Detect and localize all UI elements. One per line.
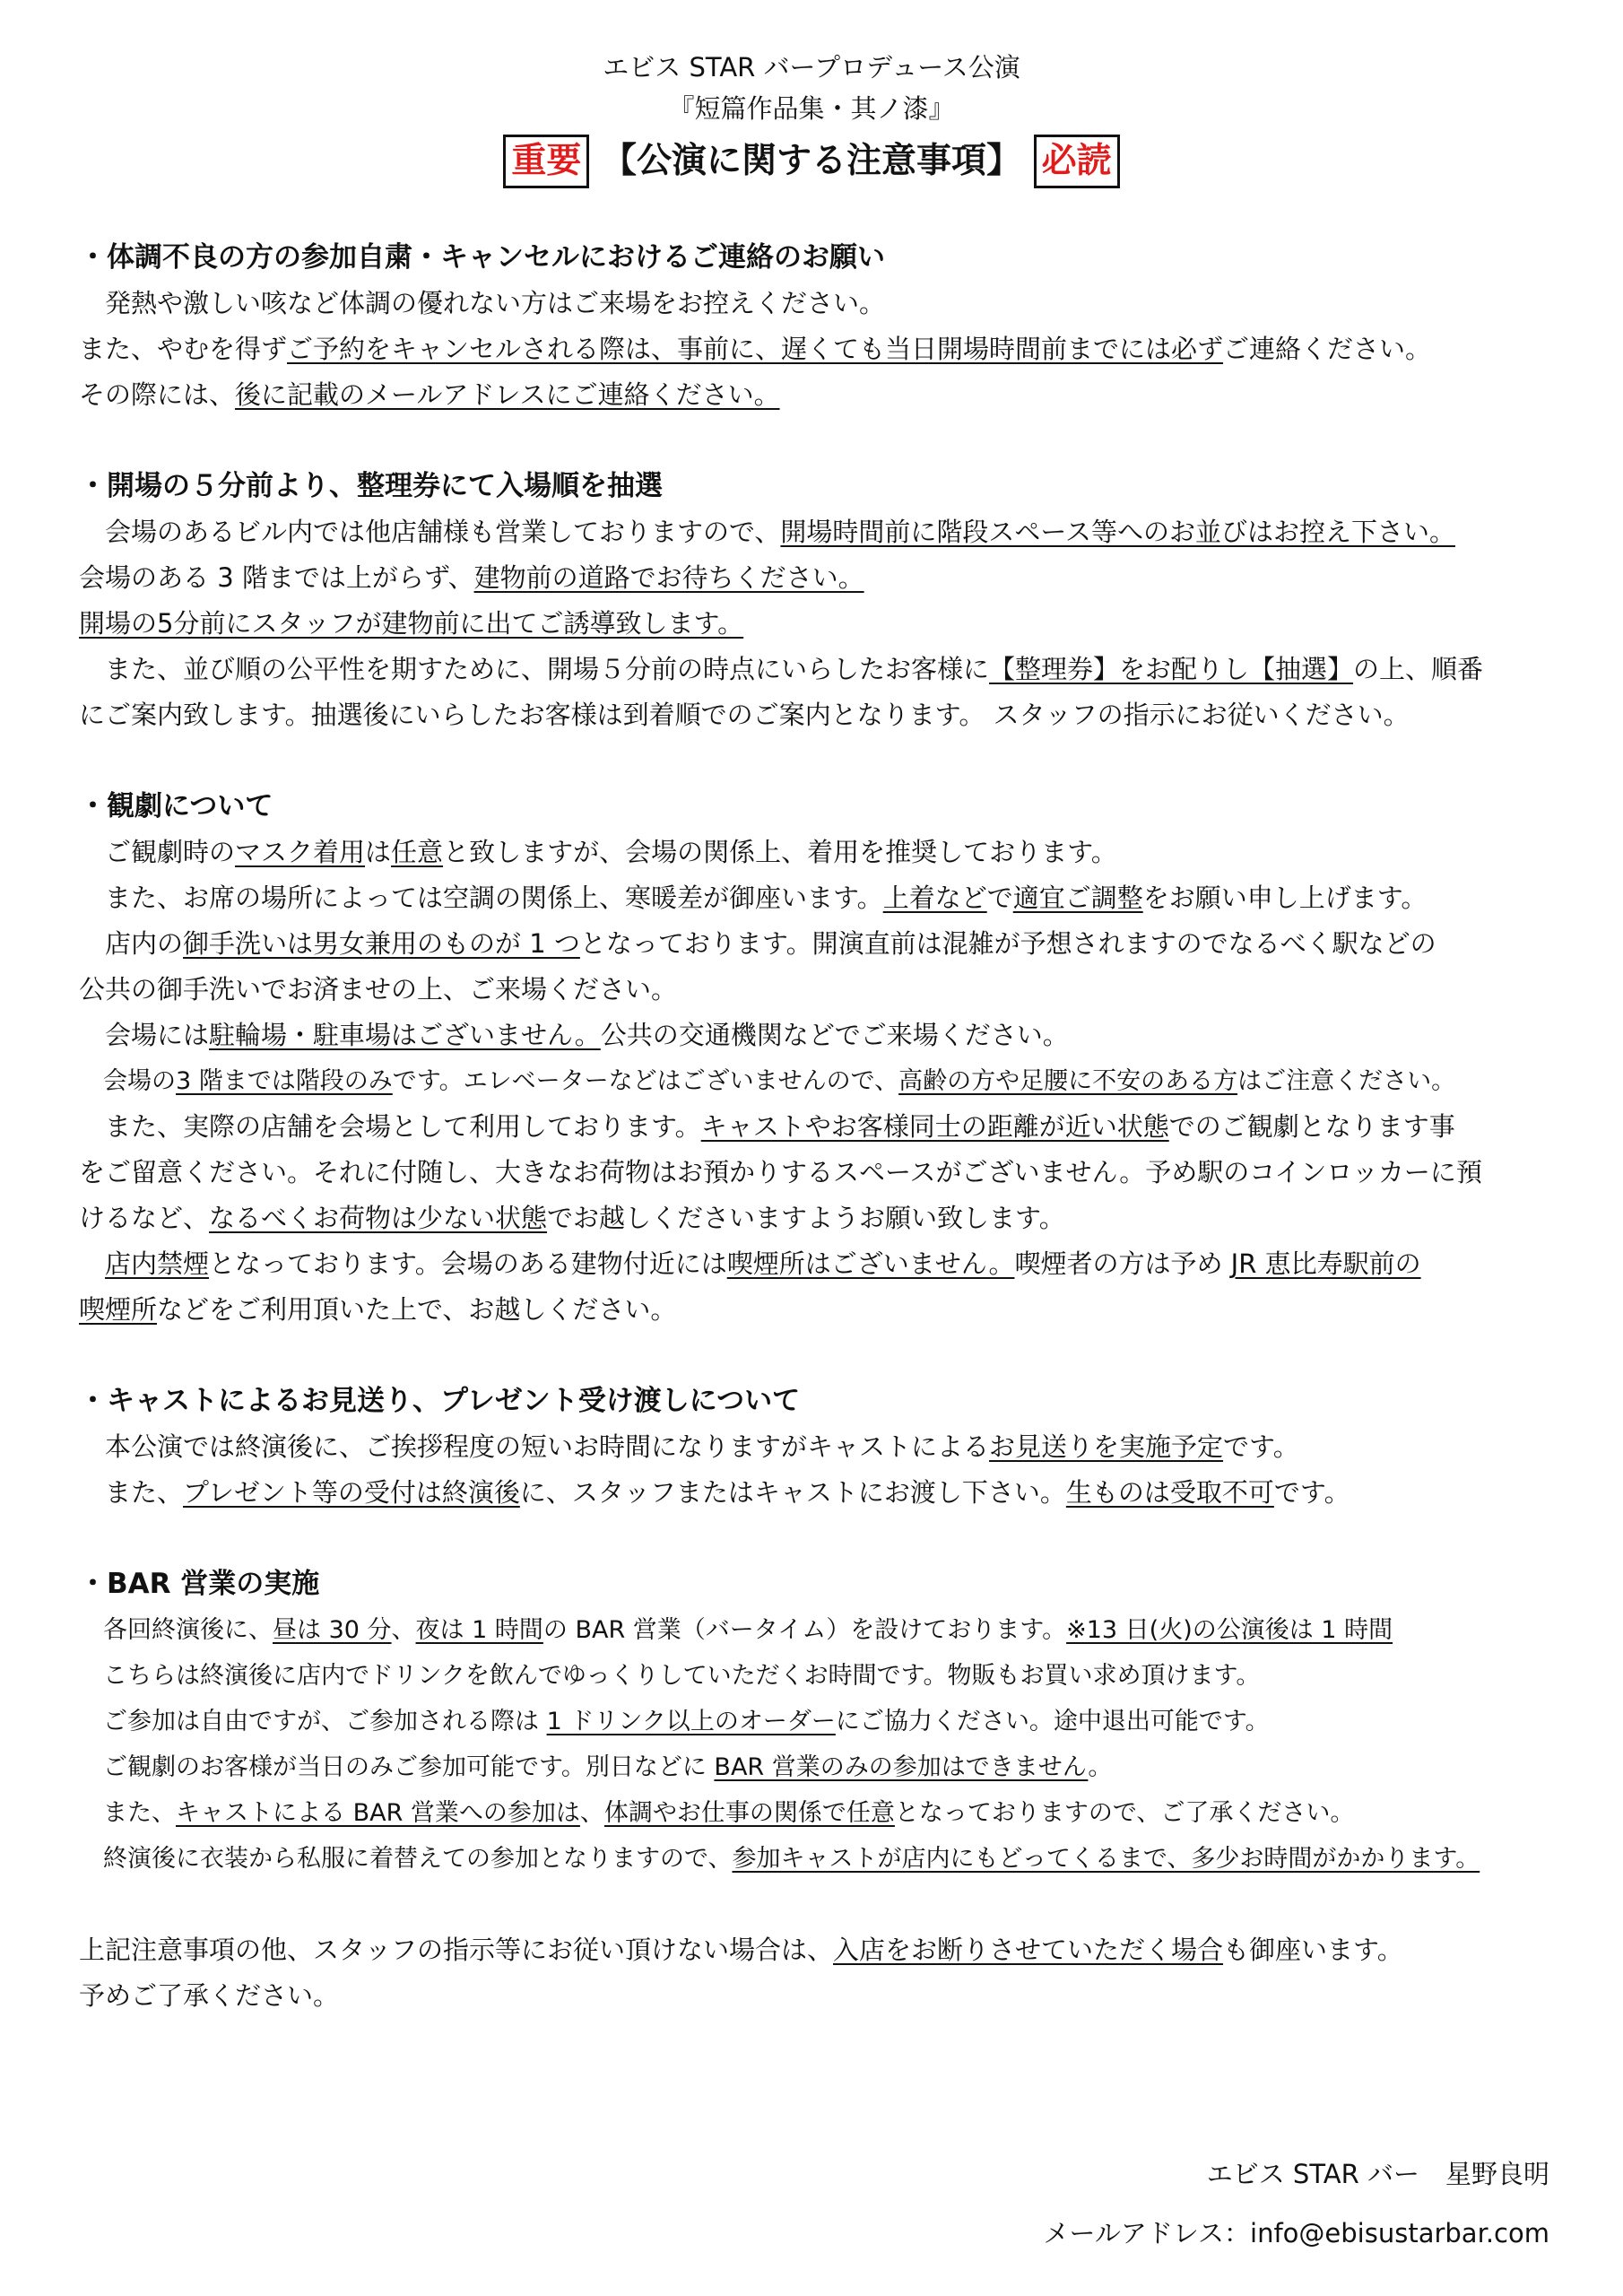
- underlined-text: ※13 日(火)の公演後は 1 時間: [1066, 1616, 1393, 1644]
- section-title-viewing: ・観劇について: [79, 790, 273, 822]
- text: 会場には: [105, 1020, 210, 1050]
- notice-title: 【公演に関する注意事項】: [601, 141, 1021, 181]
- text: となっております。会場のある建物付近には: [209, 1248, 727, 1279]
- text: 公共の御手洗いでお済ませの上、ご来場ください。: [79, 974, 678, 1004]
- signature-name: エビス STAR バー 星野良明: [1206, 2159, 1549, 2189]
- text: の BAR 営業（バータイム）を設けております。: [542, 1616, 1067, 1644]
- underlined-text: 夜は 1 時間: [415, 1616, 543, 1644]
- text: また、やむを得ず: [79, 334, 288, 364]
- text: ご観劇時の: [105, 837, 236, 867]
- text: などをご利用頂いた上で、お越しください。: [157, 1294, 677, 1325]
- underlined-text: 上着など: [882, 883, 987, 913]
- text: と致しますが、会場の関係上、着用を推奨しております。: [443, 837, 1117, 867]
- text: となっております。開演直前は混雑が予想されますのでなるべく駅などの: [579, 928, 1436, 959]
- text: その際には、: [79, 379, 236, 410]
- text: 公共の交通機関などでご来場ください。: [600, 1020, 1069, 1050]
- text: けるなど、: [79, 1203, 210, 1233]
- text: をお願い申し上げます。: [1142, 883, 1428, 913]
- underlined-text: 参加キャストが店内にもどってくるまで、多少お時間がかかります。: [732, 1845, 1480, 1873]
- text: 本公演では終演後に、ご挨拶程度の短いお時間になりますがキャストによる: [105, 1431, 990, 1462]
- text: です。エレベーターなどはございませんので、: [392, 1067, 899, 1095]
- paragraph: [79, 1150, 1558, 1196]
- paragraph: [79, 692, 1558, 738]
- text: 発熱や激しい咳など体調の優れない方はご来場をお控えください。: [105, 288, 886, 318]
- paragraph: [79, 647, 1558, 692]
- underlined-text: 昼は 30 分: [273, 1616, 392, 1644]
- text: となっておりますので、ご了承ください。: [894, 1799, 1355, 1827]
- underlined-text: 3 階までは階段のみ: [176, 1067, 393, 1095]
- text: はご注意ください。: [1237, 1067, 1456, 1095]
- document-header: [0, 47, 1623, 190]
- underlined-text: 入店をお断りさせていただく場合: [833, 1935, 1224, 1965]
- text: 上記注意事項の他、スタッフの指示等にお従い頂けない場合は、: [79, 1935, 834, 1965]
- underlined-text: ご予約をキャンセルされる際は、事前に、遅くても当日開場時間前までには必ず: [287, 334, 1224, 364]
- paragraph: [79, 1196, 1558, 1241]
- closing-paragraph: [79, 1973, 1558, 2019]
- paragraph: [79, 830, 1558, 875]
- paragraph: [79, 1744, 1558, 1790]
- underlined-text: 御手洗いは男女兼用のものが 1 つ: [183, 928, 580, 959]
- paragraph: [79, 1241, 1558, 1287]
- text: 、: [391, 1616, 416, 1644]
- text: 会場の: [103, 1067, 176, 1095]
- paragraph: [79, 1607, 1558, 1653]
- text: 予めご了承ください。: [79, 1980, 340, 2011]
- text: ご連絡ください。: [1223, 334, 1432, 364]
- underlined-text: 高齢の方や足腰に不安のある方: [898, 1067, 1238, 1095]
- text: の上、順番: [1353, 654, 1484, 684]
- underlined-text: 開場時間前に階段スペース等へのお並びはお控え下さい。: [780, 517, 1455, 547]
- underlined-text: 1 ドリンク以上のオーダー: [546, 1708, 836, 1735]
- production-name: エビス STAR バープロデュース公演: [603, 52, 1020, 83]
- text: また、並び順の公平性を期すために、開場５分前の時点にいらしたお客様に: [105, 654, 990, 684]
- section-title-bar-service: ・BAR 営業の実施: [79, 1568, 320, 1600]
- paragraph: [79, 1470, 1558, 1516]
- text: です。: [1223, 1431, 1299, 1462]
- paragraph: [79, 509, 1558, 555]
- underlined-text: 店内禁煙: [105, 1248, 210, 1279]
- text: また、: [103, 1799, 176, 1827]
- work-title: 『短篇作品集・其ノ漆』: [668, 93, 955, 124]
- paragraph: [79, 372, 1558, 418]
- underlined-text: お見送りを実施予定: [989, 1431, 1224, 1462]
- text: また、お席の場所によっては空調の関係上、寒暖差が御座います。: [105, 883, 883, 913]
- closing-paragraph: [79, 1927, 1558, 1973]
- text: に、スタッフまたはキャストにお渡し下さい。: [519, 1477, 1066, 1508]
- text: 。: [1088, 1753, 1113, 1781]
- text: にご案内致します。抽選後にいらしたお客様は到着順でのご案内となります。 スタッフの指示にお従いください。: [79, 700, 1410, 730]
- paragraph: [79, 921, 1558, 967]
- underlined-text: プレゼント等の受付は終演後: [183, 1477, 520, 1508]
- paragraph: [79, 1653, 1558, 1699]
- underlined-text: 体調やお仕事の関係で任意: [603, 1799, 895, 1827]
- text: にご協力ください。途中退出可能です。: [835, 1708, 1270, 1735]
- text: で: [986, 883, 1013, 913]
- text: 終演後に衣装から私服に着替えての参加となりますので、: [103, 1845, 733, 1873]
- text: また、: [105, 1477, 184, 1508]
- underlined-text: 建物前の道路でお待ちください。: [473, 562, 864, 593]
- underlined-text: マスク着用: [235, 837, 366, 867]
- underlined-text: 生ものは受取不可: [1065, 1477, 1274, 1508]
- underlined-text: キャストやお客様同士の距離が近い状態: [700, 1111, 1169, 1142]
- text: 、: [579, 1799, 604, 1827]
- underlined-text: 開場の5分前にスタッフが建物前に出てご誘導致します。: [79, 608, 744, 639]
- paragraph: [79, 1699, 1558, 1744]
- paragraph: [79, 1287, 1558, 1333]
- notice-body: [79, 235, 1558, 2019]
- paragraph: [79, 1836, 1558, 1882]
- text: でのご観劇となります事: [1168, 1111, 1455, 1142]
- underlined-text: 適宜ご調整: [1012, 883, 1143, 913]
- text: こちらは終演後に店内でドリンクを飲んでゆっくりしていただくお時間です。物販もお買い求め頂けます。: [103, 1662, 1261, 1690]
- paragraph: [79, 1790, 1558, 1836]
- underlined-text: 駐輪場・駐車場はございません。: [209, 1020, 601, 1050]
- text: です。: [1273, 1477, 1350, 1508]
- signature-block: [1043, 2149, 1549, 2258]
- text: 会場のある 3 階までは上がらず、: [79, 562, 474, 593]
- text: 各回終演後に、: [103, 1616, 273, 1644]
- underlined-text: JR 恵比寿駅前の: [1230, 1248, 1421, 1279]
- underlined-text: 後に記載のメールアドレスにご連絡ください。: [235, 379, 780, 410]
- underlined-text: 喫煙所: [79, 1294, 158, 1325]
- paragraph: [79, 1424, 1558, 1470]
- underlined-text: 任意: [391, 837, 444, 867]
- section-title-send-off-presents: ・キャストによるお見送り、プレゼント受け渡しについて: [79, 1385, 801, 1417]
- paragraph: [79, 1104, 1558, 1150]
- paragraph: [79, 601, 1558, 647]
- notice-title-row: [0, 133, 1623, 190]
- paragraph: [79, 326, 1558, 372]
- paragraph: [79, 281, 1558, 326]
- must-read-badge: 必読: [1034, 135, 1120, 188]
- underlined-text: BAR 営業のみの参加はできません: [714, 1753, 1089, 1781]
- paragraph: [79, 1058, 1558, 1104]
- paragraph: [79, 1013, 1558, 1058]
- text: ご観劇のお客様が当日のみご参加可能です。別日などに: [103, 1753, 715, 1781]
- text: ご参加は自由ですが、ご参加される際は: [103, 1708, 547, 1735]
- text: も御座います。: [1223, 1935, 1403, 1965]
- text: でお越しくださいますようお願い致します。: [547, 1203, 1065, 1233]
- section-title-entry-lottery: ・開場の５分前より、整理券にて入場順を抽選: [79, 470, 663, 502]
- underlined-text: キャストによる BAR 営業への参加は: [176, 1799, 580, 1827]
- section-title-health: ・体調不良の方の参加自粛・キャンセルにおけるご連絡のお願い: [79, 241, 885, 274]
- paragraph: [79, 967, 1558, 1013]
- underlined-text: 【整理券】をお配りし【抽選】: [989, 654, 1354, 684]
- text: をご留意ください。それに付随し、大きなお荷物はお預かりするスペースがございません。予め駅のコインロッカーに預: [79, 1157, 1482, 1187]
- important-badge: 重要: [503, 135, 589, 188]
- text: 店内の: [105, 928, 184, 959]
- contact-email[interactable]: メールアドレス：info@ebisustarbar.com: [1043, 2218, 1549, 2248]
- underlined-text: 喫煙所はございません。: [726, 1248, 1015, 1279]
- text: 喫煙者の方は予め: [1014, 1248, 1231, 1279]
- paragraph: [79, 875, 1558, 921]
- underlined-text: なるべくお荷物は少ない状態: [209, 1203, 548, 1233]
- text: は: [365, 837, 392, 867]
- text: 会場のあるビル内では他店舗様も営業しておりますので、: [105, 517, 781, 547]
- paragraph: [79, 555, 1558, 601]
- text: また、実際の店舗を会場として利用しております。: [105, 1111, 701, 1142]
